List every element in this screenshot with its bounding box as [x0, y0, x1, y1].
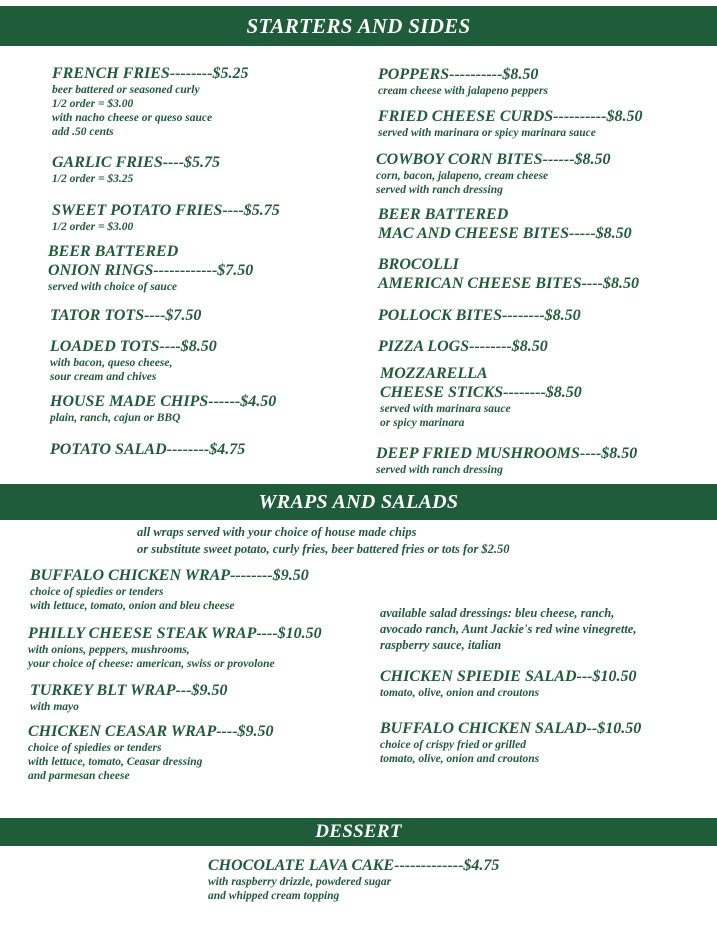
menu-item-name: PIZZA LOGS--------$8.50 — [378, 338, 548, 355]
menu-item — [378, 65, 548, 98]
menu-item-description: choice of crispy fried or grilled — [380, 739, 526, 751]
menu-item-description: with onions, peppers, mushrooms, — [28, 644, 190, 656]
menu-item — [380, 667, 637, 700]
menu-item-description: choice of spiedies or tenders — [30, 586, 164, 598]
menu-item-description: or spicy marinara — [380, 417, 465, 429]
menu-item-description: plain, ranch, cajun or BBQ — [50, 412, 181, 424]
menu-item-name: DEEP FRIED MUSHROOMS----$8.50 — [376, 445, 638, 462]
menu-item-name: MOZZARELLA — [380, 365, 488, 382]
menu-item-name: ONION RINGS------------$7.50 — [48, 262, 254, 279]
menu-item-name: CHEESE STICKS--------$8.50 — [380, 384, 582, 401]
menu-item-description: 1/2 order = $3.25 — [52, 173, 134, 185]
menu-item-name: COWBOY CORN BITES------$8.50 — [376, 151, 611, 168]
menu-item-description: with bacon, queso cheese, — [50, 357, 173, 369]
menu-item-description: 1/2 order = $3.00 — [52, 221, 134, 233]
menu-item-name: PHILLY CHEESE STEAK WRAP----$10.50 — [28, 625, 322, 642]
menu-item-name: AMERICAN CHEESE BITES----$8.50 — [378, 275, 639, 292]
menu-item — [52, 201, 280, 234]
menu-item — [380, 719, 641, 766]
menu-item-description: choice of spiedies or tenders — [28, 742, 162, 754]
menu-item-name: BUFFALO CHICKEN WRAP--------$9.50 — [30, 567, 309, 584]
menu-item-description: and parmesan cheese — [28, 770, 130, 782]
menu-item-name: TURKEY BLT WRAP---$9.50 — [30, 682, 228, 699]
menu-item-description: with raspberry drizzle, powdered sugar — [208, 876, 392, 888]
menu-item-description: served with marinara or spicy marinara sauce — [378, 127, 596, 139]
menu-item-name: CHOCOLATE LAVA CAKE-------------$4.75 — [208, 857, 500, 874]
menu-item-description: served with choice of sauce — [48, 281, 178, 293]
menu-item-name: TATOR TOTS----$7.50 — [50, 307, 202, 324]
menu-item — [50, 392, 276, 425]
menu-item-name: FRENCH FRIES--------$5.25 — [52, 65, 249, 82]
salad-dressings-note — [380, 605, 636, 653]
menu-item — [52, 64, 248, 139]
menu-item-description: your choice of cheese: american, swiss or provolone — [28, 658, 275, 670]
menu-item — [28, 722, 274, 783]
menu-item-description: with nacho cheese or queso sauce — [52, 112, 213, 124]
menu-item — [378, 255, 639, 293]
wraps-intro — [137, 524, 510, 558]
menu-item — [378, 205, 632, 243]
menu-item-name: MAC AND CHEESE BITES-----$8.50 — [378, 225, 632, 242]
menu-item — [50, 440, 245, 459]
menu-item-description: sour cream and chives — [50, 371, 157, 383]
menu-item-description: with lettuce, tomato, Ceasar dressing — [28, 756, 203, 768]
wraps-intro-line: or substitute sweet potato, curly fries, beer battered fries or tots for $2.50 — [137, 542, 510, 556]
section-header-dessert: DESSERT — [0, 818, 717, 846]
menu-item — [50, 337, 217, 384]
menu-item — [378, 337, 548, 356]
menu-item-name: LOADED TOTS----$8.50 — [50, 338, 217, 355]
menu-item — [52, 153, 220, 186]
menu-item-name: CHICKEN CEASAR WRAP----$9.50 — [28, 723, 274, 740]
menu-item-description: tomato, olive, onion and croutons — [380, 753, 540, 765]
menu-item-description: served with marinara sauce — [380, 403, 511, 415]
menu-item-description: tomato, olive, onion and croutons — [380, 687, 540, 699]
menu-item-description: with mayo — [30, 701, 79, 713]
menu-item-description: add .50 cents — [52, 126, 114, 138]
menu-item — [28, 624, 322, 671]
menu-item-name: BEER BATTERED — [378, 206, 509, 223]
section-header-starters: STARTERS AND SIDES — [0, 6, 717, 46]
menu-item — [208, 856, 499, 903]
dressings-line: raspberry sauce, italian — [380, 638, 502, 652]
menu-item-name: HOUSE MADE CHIPS------$4.50 — [50, 393, 277, 410]
menu-item — [376, 150, 611, 197]
menu-item — [380, 364, 582, 430]
menu-item-name: POTATO SALAD--------$4.75 — [50, 441, 246, 458]
menu-item — [50, 306, 201, 325]
menu-item — [30, 681, 228, 714]
menu-item-name: BUFFALO CHICKEN SALAD--$10.50 — [380, 720, 642, 737]
menu-item-description: and whipped cream topping — [208, 890, 340, 902]
menu-item — [378, 107, 642, 140]
menu-item-name: SWEET POTATO FRIES----$5.75 — [52, 202, 280, 219]
menu-item-name: POLLOCK BITES--------$8.50 — [378, 307, 581, 324]
menu-item-description: corn, bacon, jalapeno, cream cheese — [376, 170, 549, 182]
menu-item-description: 1/2 order = $3.00 — [52, 98, 134, 110]
menu-item — [48, 242, 253, 294]
section-header-wraps: WRAPS AND SALADS — [0, 484, 717, 520]
menu-item-name: FRIED CHEESE CURDS----------$8.50 — [378, 108, 643, 125]
menu-item-name: BROCOLLI — [378, 256, 459, 273]
menu-item-name: CHICKEN SPIEDIE SALAD---$10.50 — [380, 668, 637, 685]
wraps-intro-line: all wraps served with your choice of house made chips — [137, 525, 417, 539]
dressings-line: avocado ranch, Aunt Jackie's red wine vinegrette, — [380, 622, 637, 636]
menu-item-description: beer battered or seasoned curly — [52, 84, 200, 96]
menu-item-name: POPPERS----------$8.50 — [378, 66, 539, 83]
menu-item — [30, 566, 309, 613]
menu-item-description: with lettuce, tomato, onion and bleu cheese — [30, 600, 235, 612]
menu-item — [376, 444, 637, 477]
menu-item-description: served with ranch dressing — [376, 464, 503, 476]
menu-item-name: GARLIC FRIES----$5.75 — [52, 154, 221, 171]
menu-item — [378, 306, 581, 325]
menu-item-name: BEER BATTERED — [48, 243, 179, 260]
menu-item-description: cream cheese with jalapeno peppers — [378, 85, 548, 97]
dressings-line: available salad dressings: bleu cheese, ranch, — [380, 606, 615, 620]
menu-item-description: served with ranch dressing — [376, 184, 503, 196]
